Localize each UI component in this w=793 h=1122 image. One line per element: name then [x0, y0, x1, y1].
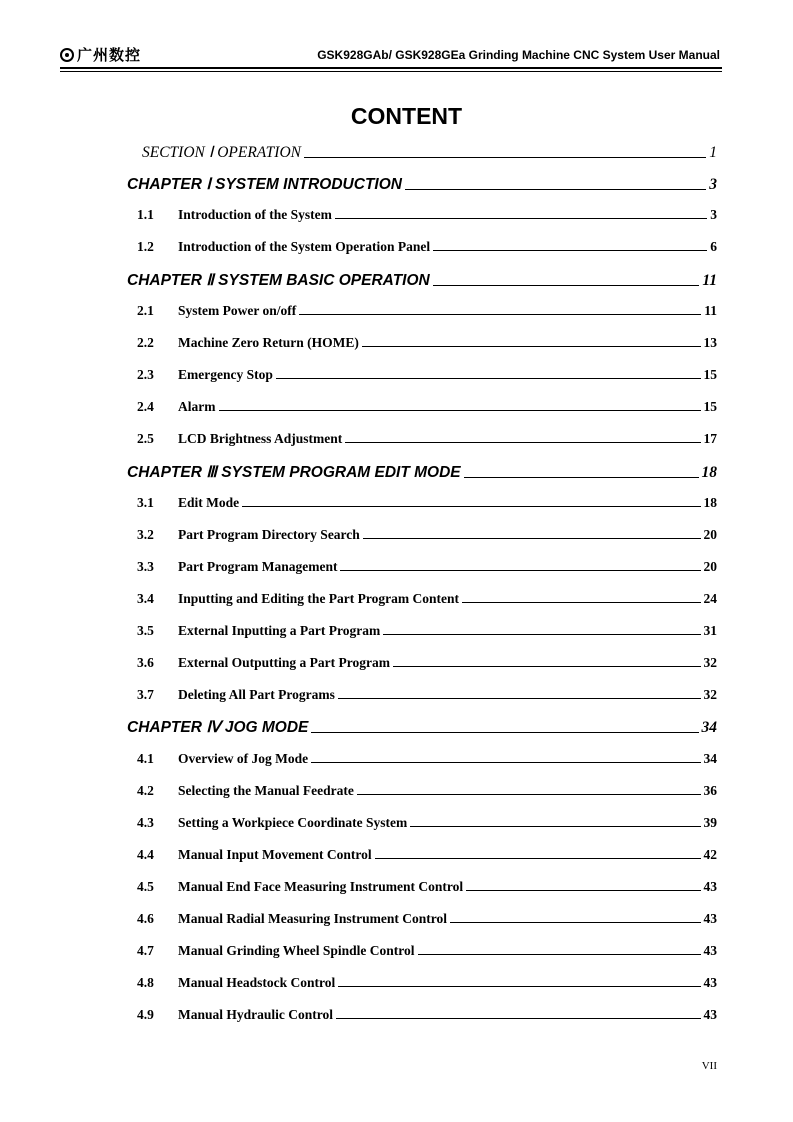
toc-entry-title: CHAPTER Ⅲ SYSTEM PROGRAM EDIT MODE [127, 464, 461, 481]
toc-entry-item[interactable] [137, 591, 717, 607]
toc-entry-number: 4.4 [137, 847, 154, 862]
toc-entry-item[interactable] [137, 559, 717, 575]
toc-entry-number: 4.8 [137, 975, 154, 990]
toc-entry-title: Inputting and Editing the Part Program Content [178, 591, 460, 606]
toc-leader-line [466, 890, 700, 891]
toc-entry-title: Part Program Directory Search [178, 527, 360, 542]
toc-entry-item[interactable] [137, 495, 717, 511]
toc-entry-page: 3 [710, 207, 717, 222]
toc-entry-page: 43 [703, 975, 717, 990]
toc-entry-chapter[interactable] [127, 175, 717, 194]
toc-entry-item[interactable] [137, 655, 717, 671]
toc-entry-item[interactable] [137, 303, 717, 319]
toc-entry-number: 2.2 [137, 335, 154, 350]
toc-leader-line [299, 314, 701, 315]
toc-entry-number: 3.4 [137, 591, 154, 606]
toc-entry-title: LCD Brightness Adjustment [178, 431, 343, 446]
company-logo [60, 44, 141, 65]
toc-entry-title: Manual Input Movement Control [178, 847, 372, 862]
toc-entry-number: 2.5 [137, 431, 154, 446]
toc-leader-line [338, 698, 701, 699]
toc-entry-page: 18 [703, 495, 717, 510]
toc-entry-number: 3.6 [137, 655, 154, 670]
toc-entry-item[interactable] [137, 751, 717, 767]
toc-entry-number: 3.1 [137, 495, 154, 510]
toc-entry-number: 3.2 [137, 527, 154, 542]
toc-entry-page: 13 [703, 335, 717, 350]
toc-entry-page: 43 [703, 1007, 717, 1022]
toc-entry-section[interactable] [142, 143, 717, 162]
toc-leader-line [219, 410, 701, 411]
page-number: VII [701, 1060, 717, 1072]
toc-entry-page: 42 [703, 847, 717, 862]
toc-entry-page: 17 [703, 431, 717, 446]
toc-entry-item[interactable] [137, 975, 717, 991]
toc-entry-page: 39 [703, 815, 717, 830]
toc-entry-title: Selecting the Manual Feedrate [178, 783, 354, 798]
toc-entry-page: 15 [703, 399, 717, 414]
toc-leader-line [338, 986, 700, 987]
toc-entry-title: Deleting All Part Programs [178, 687, 335, 702]
toc-entry-number: 4.6 [137, 911, 154, 926]
toc-entry-page: 32 [703, 687, 717, 702]
toc-entry-item[interactable] [137, 399, 717, 415]
toc-entry-number: 2.4 [137, 399, 154, 414]
toc-entry-title: Setting a Workpiece Coordinate System [178, 815, 408, 830]
toc-entry-title: Introduction of the System [178, 207, 332, 222]
page-header [60, 44, 720, 68]
toc-entry-title: Machine Zero Return (HOME) [178, 335, 359, 350]
toc-entry-chapter[interactable] [127, 271, 717, 290]
toc-entry-number: 4.5 [137, 879, 154, 894]
toc-entry-number: 1.1 [137, 207, 154, 222]
toc-leader-line [418, 954, 701, 955]
toc-entry-number: 2.3 [137, 367, 154, 382]
toc-entry-item[interactable] [137, 847, 717, 863]
toc-entry-item[interactable] [137, 815, 717, 831]
toc-entry-title: CHAPTER Ⅰ SYSTEM INTRODUCTION [127, 176, 402, 193]
manual-title: GSK928GAb/ GSK928GEa Grinding Machine CNC System User Manual [317, 48, 720, 62]
toc-entry-item[interactable] [137, 943, 717, 959]
toc-entry-item[interactable] [137, 783, 717, 799]
toc-entry-chapter[interactable] [127, 718, 717, 737]
toc-leader-line [335, 218, 707, 219]
toc-entry-number: 4.1 [137, 751, 154, 766]
toc-leader-line [393, 666, 701, 667]
toc-entry-title: Manual Headstock Control [178, 975, 336, 990]
toc-entry-title: Alarm [178, 399, 216, 414]
toc-entry-page: 43 [703, 879, 717, 894]
toc-entry-page: 34 [703, 751, 717, 766]
toc-leader-line [242, 506, 700, 507]
toc-leader-line [276, 378, 701, 379]
toc-entry-page: 24 [703, 591, 717, 606]
toc-entry-title: SECTION Ⅰ OPERATION [142, 144, 301, 161]
toc-entry-item[interactable] [137, 239, 717, 255]
toc-entry-page: 18 [701, 464, 717, 481]
toc-entry-title: Emergency Stop [178, 367, 273, 382]
toc-entry-page: 32 [703, 655, 717, 670]
toc-entry-item[interactable] [137, 623, 717, 639]
toc-leader-line [340, 570, 700, 571]
toc-leader-line [336, 1018, 700, 1019]
toc-entry-number: 4.7 [137, 943, 154, 958]
toc-leader-line [375, 858, 701, 859]
toc-entry-number: 1.2 [137, 239, 154, 254]
toc-entry-title: Manual End Face Measuring Instrument Control [178, 879, 464, 894]
toc-entry-item[interactable] [137, 527, 717, 543]
toc-entry-item[interactable] [137, 431, 717, 447]
toc-leader-line [433, 250, 707, 251]
toc-entry-title: Edit Mode [178, 495, 240, 510]
toc-entry-title: Manual Radial Measuring Instrument Control [178, 911, 448, 926]
toc-leader-line [304, 157, 706, 158]
toc-entry-title: System Power on/off [178, 303, 297, 318]
toc-entry-number: 3.3 [137, 559, 154, 574]
toc-entry-title: CHAPTER Ⅳ JOG MODE [127, 719, 309, 736]
toc-entry-title: Manual Grinding Wheel Spindle Control [178, 943, 415, 958]
toc-entry-page: 20 [703, 527, 717, 542]
toc-leader-line [363, 538, 701, 539]
toc-leader-line [464, 477, 699, 478]
toc-entry-page: 3 [709, 176, 717, 193]
toc-entry-page: 15 [703, 367, 717, 382]
toc-entry-page: 6 [710, 239, 717, 254]
toc-entry-page: 43 [703, 943, 717, 958]
toc-entry-page: 11 [702, 272, 717, 289]
toc-entry-item[interactable] [137, 207, 717, 223]
toc-entry-page: 11 [704, 303, 717, 318]
toc-entry-item[interactable] [137, 687, 717, 703]
toc-entry-page: 1 [709, 144, 717, 161]
toc-entry-title: Introduction of the System Operation Panel [178, 239, 431, 254]
toc-leader-line [450, 922, 700, 923]
toc-entry-title: Manual Hydraulic Control [178, 1007, 334, 1022]
page-title: CONTENT [350, 103, 463, 129]
toc-leader-line [405, 189, 706, 190]
toc-entry-number: 3.5 [137, 623, 154, 638]
toc-leader-line [462, 602, 700, 603]
logo-icon [60, 48, 74, 62]
toc-entry-number: 4.9 [137, 1007, 154, 1022]
toc-entry-page: 34 [701, 719, 717, 736]
logo-text: 广州数控 [77, 46, 142, 64]
toc-entry-item[interactable] [137, 879, 717, 895]
toc-entry-item[interactable] [137, 911, 717, 927]
toc-entry-title: External Outputting a Part Program [178, 655, 390, 670]
toc-entry-number: 4.2 [137, 783, 154, 798]
toc-entry-item[interactable] [137, 335, 717, 351]
toc-entry-number: 3.7 [137, 687, 154, 702]
toc-leader-line [362, 346, 701, 347]
toc-entry-title: Overview of Jog Mode [178, 751, 309, 766]
toc-entry-page: 31 [703, 623, 717, 638]
toc-leader-line [410, 826, 700, 827]
toc-leader-line [311, 762, 700, 763]
toc-entry-number: 2.1 [137, 303, 154, 318]
toc-leader-line [357, 794, 701, 795]
toc-entry-item[interactable] [137, 1007, 717, 1023]
toc-entry-chapter[interactable] [127, 463, 717, 482]
toc-entry-item[interactable] [137, 367, 717, 383]
toc-leader-line [433, 285, 700, 286]
toc-entry-page: 36 [703, 783, 717, 798]
toc-entry-number: 4.3 [137, 815, 154, 830]
toc-entry-title: External Inputting a Part Program [178, 623, 381, 638]
toc-leader-line [383, 634, 700, 635]
toc-entry-page: 20 [703, 559, 717, 574]
toc-leader-line [311, 732, 698, 733]
toc-entry-title: CHAPTER Ⅱ SYSTEM BASIC OPERATION [127, 272, 430, 289]
toc-entry-page: 43 [703, 911, 717, 926]
header-divider-thin [60, 71, 722, 72]
header-divider [60, 67, 722, 69]
toc-leader-line [345, 442, 700, 443]
toc-entry-title: Part Program Management [178, 559, 338, 574]
